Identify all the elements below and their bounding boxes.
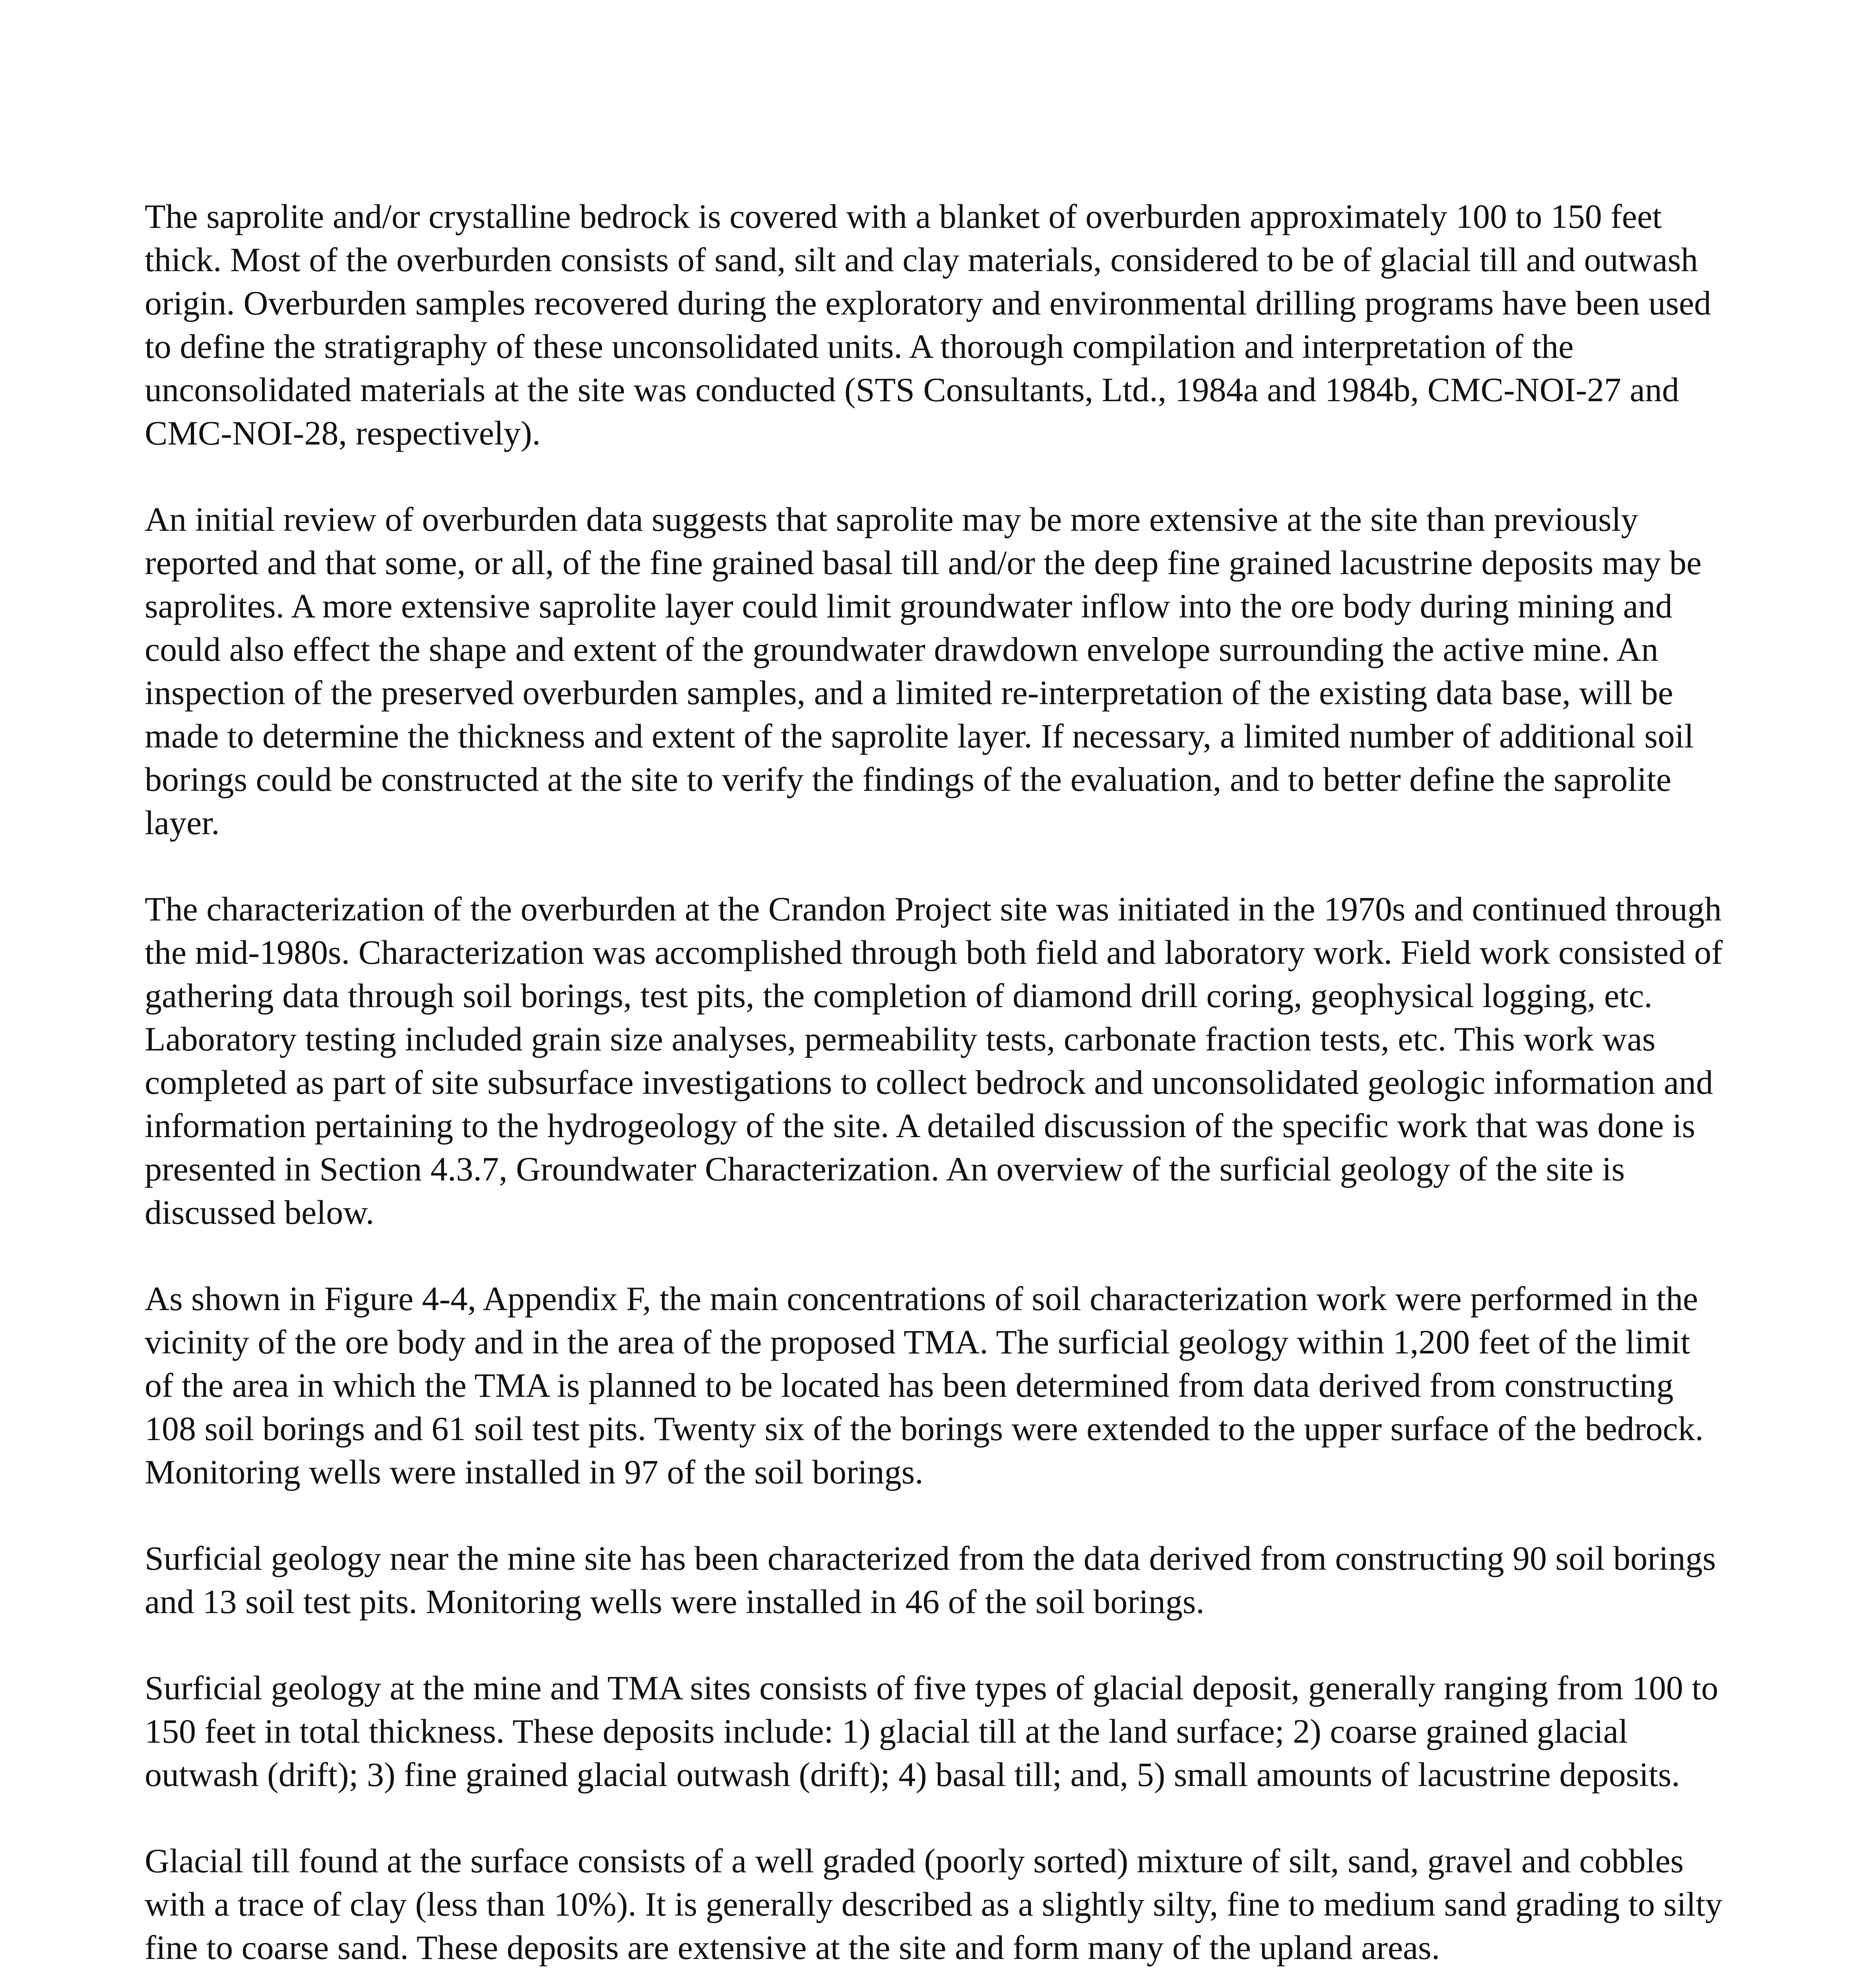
paragraph-overburden-characterization: The characterization of the overburden at the Crandon Project site was initiated in the 1970s and continued through the mid-1980s. Characterization was accomplished through both field and laboratory work. Field work consisted of gathering data through soil borings, test pits, the completion of diamond drill coring, geophysical logging, etc. Laboratory testing included grain size analyses, permeability tests, carbonate fraction tests, etc. This work was completed as part of site subsurface investigations to collect bedrock and unconsolidated geologic information and information pertaining to the hydrogeology of the site. A detailed discussion of the specific work that was done is presented in Section 4.3.7, Groundwater Characterization. An overview of the surficial geology of the site is discussed below. <box>145 890 1723 1231</box>
paragraph-overburden-blanket: The saprolite and/or crystalline bedrock is covered with a blanket of overburden approximately 100 to 150 feet thick. Most of the overburden consists of sand, silt and clay materials, considered to be of glacial till and outwash origin. Overburden samples recovered during the exploratory and environmental drilling programs have been used to define the stratigraphy of these unconsolidated units. A thorough compilation and interpretation of the unconsolidated materials at the site was conducted (STS Consultants, Ltd., 1984a and 1984b, CMC-NOI-27 and CMC-NOI-28, respectively). <box>145 197 1711 452</box>
paragraph-glacial-deposit-types: Surficial geology at the mine and TMA sites consists of five types of glacial deposit, generally ranging from 100 to 150 feet in total thickness. These deposits include: 1) glacial till at the land surface; 2) coarse grained glacial outwash (drift); 3) fine grained glacial outwash (drift); 4) basal till; and, 5) small amounts of lacustrine deposits. <box>145 1669 1719 1794</box>
paragraph-surface-glacial-till: Glacial till found at the surface consists of a well graded (poorly sorted) mixture of silt, sand, gravel and cobbles with a trace of clay (less than 10%). It is generally described as a slightly silty, fine to medium sand grading to silty fine to coarse sand. These deposits are extensive at the site and form many of the upland areas. <box>145 1842 1723 1967</box>
paragraph-saprolite-review: An initial review of overburden data suggests that saprolite may be more extensive at the site than previously reported and that some, or all, of the fine grained basal till and/or the deep fine grained lacustrine deposits may be saprolites. A more extensive saprolite layer could limit groundwater inflow into the ore body during mining and could also effect the shape and extent of the groundwater drawdown envelope surrounding the active mine. An inspection of the preserved overburden samples, and a limited re-interpretation of the existing data base, will be made to determine the thickness and extent of the saprolite layer. If necessary, a limited number of additional soil borings could be constructed at the site to verify the findings of the evaluation, and to better define the saprolite layer. <box>145 500 1702 842</box>
body-text <box>145 195 1727 1988</box>
paragraph-soil-work-tma: As shown in Figure 4-4, Appendix F, the main concentrations of soil characterization work were performed in the vicinity of the ore body and in the area of the proposed TMA. The surficial geology within 1,200 feet of the limit of the area in which the TMA is planned to be located has been determined from data derived from constructing 108 soil borings and 61 soil test pits. Twenty six of the borings were extended to the upper surface of the bedrock. Monitoring wells were installed in 97 of the soil borings. <box>145 1279 1704 1491</box>
paragraph-mine-site-geology: Surficial geology near the mine site has been characterized from the data derived from constructing 90 soil borings and 13 soil test pits. Monitoring wells were installed in 46 of the soil borings. <box>145 1539 1716 1621</box>
